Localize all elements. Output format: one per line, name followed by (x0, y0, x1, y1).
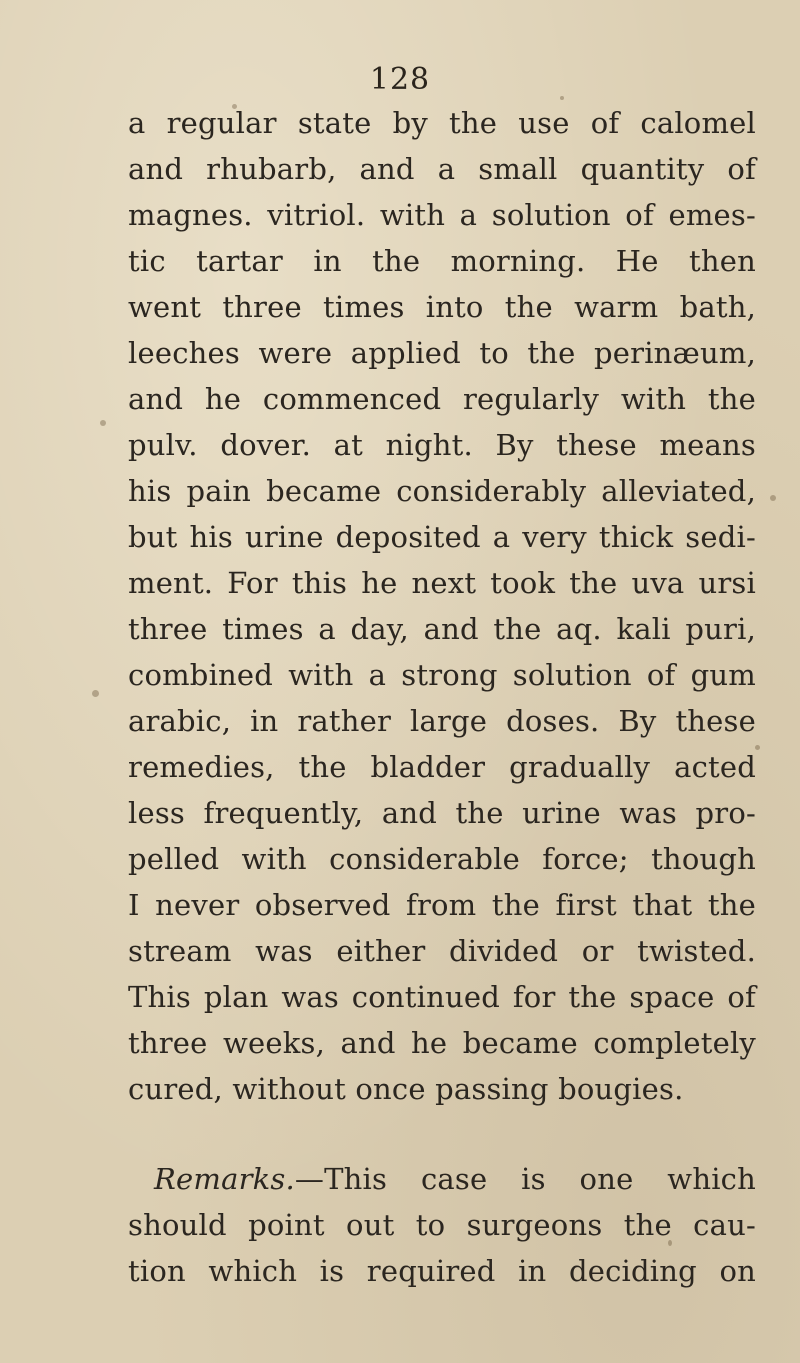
remarks-heading: Remarks. (154, 1162, 295, 1196)
text-line: a regular state by the use of calomel (128, 106, 756, 140)
paper-speck (100, 420, 106, 426)
paragraph-gap (128, 1112, 756, 1156)
body-text (128, 100, 756, 1294)
paper-speck (755, 745, 760, 750)
text-line: combined with a strong solution of gum (128, 658, 756, 692)
text-line: three weeks, and he became completely (128, 1026, 756, 1060)
text-line: remedies, the bladder gradually acted (128, 750, 756, 784)
text-line: magnes. vitriol. with a solution of emes- (128, 198, 756, 232)
text-run: —This case is one which (294, 1162, 756, 1196)
text-line: pulv. dover. at night. By these means (128, 428, 756, 462)
text-line: went three times into the warm bath, (128, 290, 756, 324)
text-line: tic tartar in the morning. He then (128, 244, 756, 278)
text-line: arabic, in rather large doses. By these (128, 704, 756, 738)
paper-speck (92, 690, 99, 697)
paragraph-2 (128, 1156, 756, 1294)
text-line: less frequently, and the urine was pro- (128, 796, 756, 830)
paper-speck (668, 1240, 672, 1246)
text-line: tion which is required in deciding on (128, 1254, 756, 1288)
paper-speck (560, 96, 564, 100)
text-line: but his urine deposited a very thick sedi- (128, 520, 756, 554)
paper-speck (232, 104, 237, 109)
paper-speck (770, 495, 776, 501)
text-line: and he commenced regularly with the (128, 382, 756, 416)
text-line: cured, without once passing bougies. (128, 1072, 684, 1106)
text-line (128, 1156, 756, 1202)
paragraph-1 (128, 100, 756, 1112)
text-line: ment. For this he next took the uva ursi (128, 566, 756, 600)
text-line: pelled with considerable force; though (128, 842, 756, 876)
text-line: his pain became considerably alleviated, (128, 474, 756, 508)
text-line: stream was either divided or twisted. (128, 934, 756, 968)
text-line: This plan was continued for the space of (128, 980, 756, 1014)
text-line: three times a day, and the aq. kali puri, (128, 612, 756, 646)
text-line: should point out to surgeons the cau- (128, 1208, 756, 1242)
page-number: 128 (369, 62, 431, 97)
text-line: and rhubarb, and a small quantity of (128, 152, 756, 186)
text-line: I never observed from the first that the (128, 888, 756, 922)
text-line: leeches were applied to the perinæum, (128, 336, 756, 370)
